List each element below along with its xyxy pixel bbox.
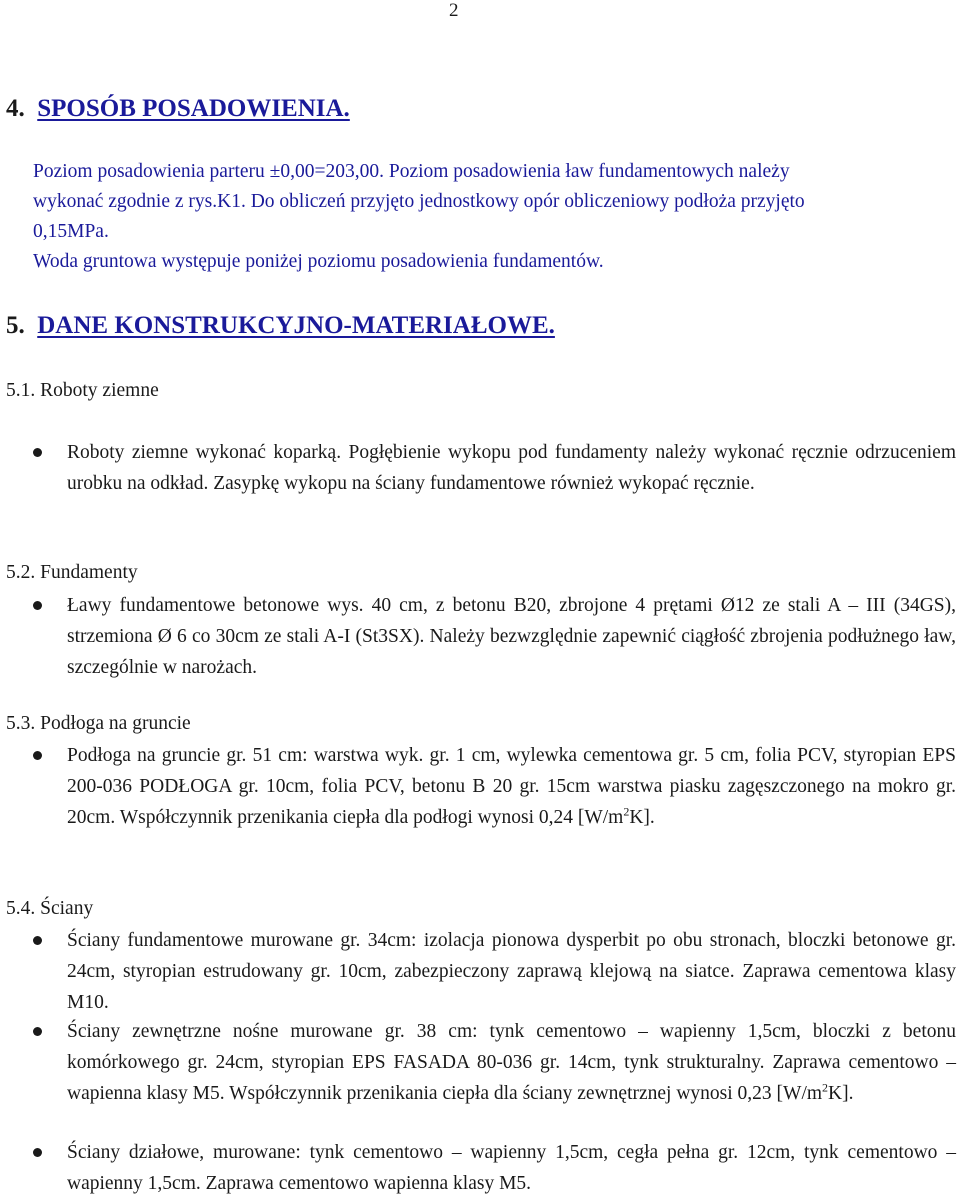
section-5-number: 5. xyxy=(6,312,25,339)
bullet-icon xyxy=(33,1148,42,1157)
bullet-icon xyxy=(33,448,42,457)
subsection-5-4-heading: 5.4. Ściany xyxy=(6,898,94,919)
section-4-heading xyxy=(6,93,350,125)
section-4-title: SPOSÓB POSADOWIENIA. xyxy=(37,95,350,122)
list-item-text-main: Podłoga na gruncie gr. 51 cm: warstwa wyk. gr. 1 cm, wylewka cementowa gr. 5 cm, folia PCV, styropian EPS 200-036 PODŁOGA gr. 10cm, folia PCV, betonu B 20 gr. 15cm warstwa piasku zagęszczonego na mokro gr. 20cm. Współczynnik przenikania ciepła dla podłogi wynosi 0,24 [W/m xyxy=(67,745,956,828)
paragraph-line: Woda gruntowa występuje poniżej poziomu posadowienia fundamentów. xyxy=(33,251,604,272)
list-item-text: Ściany fundamentowe murowane gr. 34cm: izolacja pionowa dysperbit po obu stronach, bloczki betonowe gr. 24cm, styropian estrudowany gr. 10cm, zabezpieczony zaprawą klejową na siatce. Zaprawa cementowa klasy M10. xyxy=(67,930,956,1013)
section-4-paragraph xyxy=(33,157,953,277)
list-item-text: Ławy fundamentowe betonowe wys. 40 cm, z betonu B20, zbrojone 4 prętami Ø12 ze stali A – III (34GS), strzemiona Ø 6 co 30cm ze stali A-I (St3SX). Należy bezwzględnie zapewnić ciągłość zbrojenia podłużnego ław, szczególnie w narożach. xyxy=(67,595,956,678)
list-item-text-end: K]. xyxy=(629,807,655,828)
superscript: 2 xyxy=(822,1080,829,1095)
page-number: 2 xyxy=(449,0,459,21)
section-4-number: 4. xyxy=(6,95,25,122)
list-item-text: Ściany działowe, murowane: tynk cementowo – wapienny 1,5cm, cegła pełna gr. 12cm, tynk cementowo – wapienny 1,5cm. Zaprawa cementowo wapienna klasy M5. xyxy=(67,1142,956,1194)
list-item-text xyxy=(67,1016,956,1109)
list-item-text: Roboty ziemne wykonać koparką. Pogłębienie wykopu pod fundamenty należy wykonać ręcznie odrzuceniem urobku na odkład. Zasypkę wykopu na ściany fundamentowe również wykopać ręcznie. xyxy=(67,442,956,494)
subsection-5-2-heading: 5.2. Fundamenty xyxy=(6,562,138,583)
list-item-text-end: K]. xyxy=(828,1083,854,1104)
paragraph-line: Poziom posadowienia parteru ±0,00=203,00. Poziom posadowienia ław fundamentowych należy xyxy=(33,161,790,182)
paragraph-line: 0,15MPa. xyxy=(33,221,109,242)
section-5-heading xyxy=(6,310,555,342)
paragraph-line: wykonać zgodnie z rys.K1. Do obliczeń przyjęto jednostkowy opór obliczeniowy podłoża przyjęto xyxy=(33,191,805,212)
list-item-text xyxy=(67,740,956,833)
bullet-icon xyxy=(33,936,42,945)
subsection-5-3-heading: 5.3. Podłoga na gruncie xyxy=(6,713,191,734)
superscript: 2 xyxy=(623,804,630,819)
bullet-icon xyxy=(33,1027,42,1036)
bullet-icon xyxy=(33,601,42,610)
bullet-icon xyxy=(33,751,42,760)
subsection-5-1-heading: 5.1. Roboty ziemne xyxy=(6,380,159,401)
list-item-text-main: Ściany zewnętrzne nośne murowane gr. 38 cm: tynk cementowo – wapienny 1,5cm, bloczki z betonu komórkowego gr. 24cm, styropian EPS FASADA 80-036 gr. 14cm, tynk strukturalny. Zaprawa cementowo – wapienna klasy M5. Współczynnik przenikania ciepła dla ściany zewnętrznej wynosi 0,23 [W/m xyxy=(67,1021,956,1104)
section-5-title: DANE KONSTRUKCYJNO-MATERIAŁOWE. xyxy=(37,312,555,339)
